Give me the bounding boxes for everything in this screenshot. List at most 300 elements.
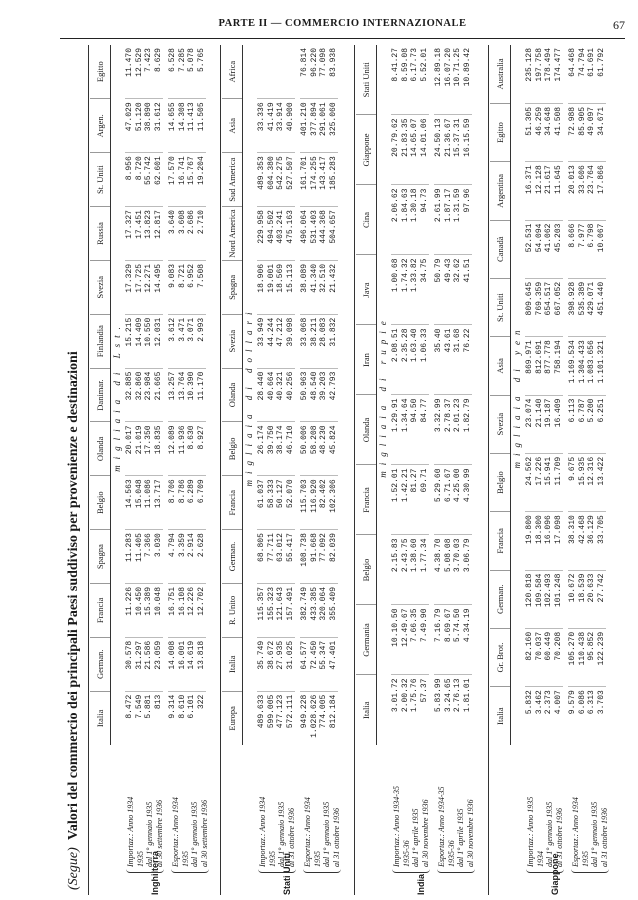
column-header: Italia <box>90 691 111 745</box>
table-cell: 3.071 <box>187 314 197 368</box>
table-cell: 20.013 <box>568 162 578 220</box>
table-cell: 535.389 <box>578 278 588 336</box>
table-row <box>125 45 135 745</box>
table-cell: 21.432 <box>329 260 339 314</box>
table-cell: 82.402 <box>319 476 329 530</box>
table-row <box>554 45 564 745</box>
table-cell: 10.390 <box>187 368 197 422</box>
country-label: India <box>416 873 426 895</box>
column-header: Asia <box>490 337 511 395</box>
table-cell: 494.502 <box>267 207 277 261</box>
column-header: Egitto <box>90 45 111 99</box>
table-cell: 3.01.72 <box>391 678 400 713</box>
table-cell: 10.672 <box>568 570 578 628</box>
caption-prefix: (Segue) <box>66 847 81 890</box>
table-cell: 23.074 <box>525 395 535 453</box>
table-cell: 10.71.25 <box>453 45 463 115</box>
column-header: Stati Uniti <box>356 45 377 115</box>
table-cell: 2.628 <box>197 530 207 584</box>
table-cell: 877.778 <box>544 337 554 395</box>
table-cell: 8.956 <box>125 153 135 207</box>
table-cell: 41.340 <box>310 260 320 314</box>
table-cell: 33.949 <box>257 314 267 368</box>
table-cell: 38.890 <box>144 99 154 153</box>
table-cell: 11.405 <box>135 530 145 584</box>
column-header: Cina <box>356 185 377 255</box>
table-cell: 39.750 <box>267 422 277 476</box>
column-header: Africa <box>222 45 243 99</box>
row-label: al 30 novembre 1936 <box>420 799 430 867</box>
data-table <box>356 45 472 745</box>
table-cell: 8.41.27 <box>391 45 401 115</box>
column-header: Spagna <box>90 530 111 584</box>
table-cell: 33.068 <box>300 314 310 368</box>
unit-label: migliaia di rupie <box>378 315 389 478</box>
table-cell: 4.794 <box>168 530 178 584</box>
table-row <box>276 45 286 745</box>
table-cell: 7.549 <box>134 694 144 719</box>
table-row <box>544 45 554 745</box>
table-row <box>587 45 597 745</box>
table-cell: 30.578 <box>125 637 135 691</box>
table-cell: 70.208 <box>554 628 564 686</box>
table-row <box>310 45 320 745</box>
table-cell: 812.184 <box>328 694 338 729</box>
table-cell: 320.064 <box>319 583 329 637</box>
table-cell: 475.163 <box>286 207 296 261</box>
table-cell: 35.749 <box>257 637 267 691</box>
block-separator <box>488 45 489 895</box>
column-header: Francia <box>356 465 377 535</box>
country-label: Giappone <box>550 853 560 895</box>
table-row <box>300 45 310 745</box>
table-cell: 42.793 <box>329 368 339 422</box>
column-header: Russia <box>90 207 111 261</box>
table-cell: 31.68 <box>453 325 463 395</box>
table-cell: 7.508 <box>197 260 207 314</box>
table-cell: 1.00.68 <box>391 255 401 325</box>
table-cell: 41.062 <box>544 220 554 278</box>
table-cell: 1.06.33 <box>420 325 430 395</box>
table-cell: 489.633 <box>257 694 266 729</box>
table-cell: 291.061 <box>319 99 329 153</box>
table-cell: 15.215 <box>125 314 135 368</box>
table-cell: 35.40 <box>434 325 444 395</box>
table-cell: 14.655 <box>168 99 178 153</box>
table-cell: 5.83.99 <box>434 678 443 713</box>
table-cell: 49.097 <box>587 103 597 161</box>
table-cell: 531.403 <box>310 207 320 261</box>
table-cell: 17.350 <box>144 422 154 476</box>
table-cell: 40.321 <box>276 368 286 422</box>
table-cell: 21.617 <box>544 162 554 220</box>
table-cell: 50.79 <box>434 255 444 325</box>
column-header: Giappone <box>356 115 377 185</box>
table-row <box>578 45 588 745</box>
table-cell: 102.493 <box>544 570 554 628</box>
table-cell: 5.29.60 <box>434 465 444 535</box>
table-cell: 599.005 <box>266 694 276 729</box>
table-cell: 63.012 <box>276 530 286 584</box>
table-cell: 33.705 <box>597 512 607 570</box>
table-cell: 32.510 <box>319 260 329 314</box>
table-cell: 41.51 <box>463 255 473 325</box>
table-cell: 769.359 <box>535 278 545 336</box>
table-row <box>597 45 607 745</box>
table-cell: 17.327 <box>125 207 135 261</box>
table-cell: 3.030 <box>154 530 164 584</box>
table-cell: 1.42.21 <box>401 465 411 535</box>
table-cell: 11.470 <box>125 45 135 99</box>
table-cell: 24.50.13 <box>434 115 444 185</box>
table-cell: 49.43 <box>444 255 454 325</box>
caption-text: Valori del commercio dei principali Paesi suddiviso per provenienze e destinazioni <box>66 351 81 840</box>
table-cell: 3.32.99 <box>434 395 444 465</box>
table-cell: 403.241 <box>276 207 286 261</box>
column-header: Svezia <box>490 395 511 453</box>
table-cell: 6.787 <box>578 395 588 453</box>
table-cell: 9.314 <box>168 694 177 719</box>
table-cell: 34.648 <box>544 103 554 161</box>
table-cell: 58.208 <box>310 422 320 476</box>
table-cell: 39.098 <box>286 314 296 368</box>
table-cell: 11.283 <box>125 530 135 584</box>
column-header: Svezia <box>90 260 111 314</box>
table-cell: 10.10.50 <box>391 605 401 675</box>
table-cell: 1.169.534 <box>568 337 578 395</box>
table-cell: 477.123 <box>276 694 285 729</box>
table-cell: 46.710 <box>286 422 296 476</box>
table-cell: 45.824 <box>329 422 339 476</box>
table-row <box>144 45 154 745</box>
table-cell: 105.270 <box>568 628 578 686</box>
table-cell: 69.71 <box>420 465 430 535</box>
table-cell <box>267 45 277 99</box>
rotated-table-area <box>60 35 625 895</box>
data-table <box>90 45 206 745</box>
table-cell: 17.451 <box>135 207 145 261</box>
table-cell: 155.323 <box>267 583 277 637</box>
table-cell: 9.083 <box>168 260 178 314</box>
table-cell: 6.71.67 <box>444 465 454 535</box>
block-separator <box>220 45 221 895</box>
table-cell: 19.204 <box>197 153 207 207</box>
column-header: Spagna <box>222 260 243 314</box>
table-cell: 8.629 <box>154 45 164 99</box>
table-row <box>286 45 296 745</box>
table-row <box>197 45 207 745</box>
table-cell: 11.413 <box>187 99 197 153</box>
table-cell: 6.17.73 <box>410 45 420 115</box>
table-cell: 1.63.40 <box>410 325 420 395</box>
table-row <box>525 45 535 745</box>
table-cell: 869.971 <box>525 337 535 395</box>
block-separator <box>354 45 355 895</box>
table-cell: 55.347 <box>319 637 329 691</box>
row-label: 1935 <box>180 851 190 867</box>
table-cell: 12.031 <box>154 314 164 368</box>
table-cell <box>286 45 296 99</box>
table-cell: 102.306 <box>329 476 339 530</box>
column-header: Italia <box>356 675 377 745</box>
table-cell: 70.037 <box>535 628 545 686</box>
country-label: Inghilterra <box>150 850 160 895</box>
table-cell: 1.81.01 <box>462 678 472 713</box>
table-cell: 94.73 <box>420 185 430 255</box>
table-cell: 4.007 <box>553 690 563 715</box>
table-cell: 185.283 <box>329 153 339 207</box>
table-cell: 15.048 <box>135 476 145 530</box>
row-label: 1935 <box>580 851 590 867</box>
table-cell: 39.203 <box>319 368 329 422</box>
table-cell: 47.029 <box>125 99 135 153</box>
table-cell: 7.16.79 <box>434 605 444 675</box>
table-cell: 1.29.91 <box>391 395 401 465</box>
table-cell: 16.096 <box>544 512 554 570</box>
row-brace <box>258 868 296 873</box>
table-cell: 2.43.75 <box>401 535 411 605</box>
table-cell: 4.38.70 <box>434 535 444 605</box>
table-cell: 45.203 <box>554 220 564 278</box>
table-cell: 16.108 <box>178 583 188 637</box>
table-cell: 322 <box>196 694 206 710</box>
table-row <box>329 45 339 745</box>
column-header: Australia <box>490 45 511 103</box>
table-cell: 178.494 <box>544 45 554 103</box>
table-cell: 6.798 <box>587 220 597 278</box>
table-cell: 542.275 <box>276 153 286 207</box>
table-cell: 18.569 <box>276 260 286 314</box>
table-cell: 774.005 <box>319 694 328 729</box>
row-label: dal 1° gennaio 1935 <box>277 801 286 867</box>
row-label: Esportaz.: Anno 1934 <box>571 797 580 867</box>
table-cell: 41.419 <box>267 99 277 153</box>
column-header: Danimar. <box>90 368 111 422</box>
table-cell: 11.709 <box>554 453 564 511</box>
column-header: Svezia <box>222 314 243 368</box>
table-cell: 2.78.37 <box>444 395 454 465</box>
table-cell: 16.371 <box>525 162 535 220</box>
table-cell: 7.977 <box>578 220 588 278</box>
table-cell: 50.963 <box>300 368 310 422</box>
table-cell: 949.228 <box>300 694 309 729</box>
table-row <box>178 45 188 745</box>
table-cell: 325.060 <box>329 99 339 153</box>
table-cell: 8.927 <box>197 422 207 476</box>
table-cell: 16.409 <box>554 395 564 453</box>
page-number: 67 <box>613 18 625 32</box>
data-table <box>490 45 606 745</box>
table-cell: 17.725 <box>135 260 145 314</box>
table-cell: 74.794 <box>578 45 588 103</box>
table-cell: 8.706 <box>168 476 178 530</box>
table-cell: 12.128 <box>535 162 545 220</box>
table-cell: 1.77.34 <box>420 535 430 605</box>
table-cell: 3.70.03 <box>453 535 463 605</box>
table-cell: 9.579 <box>568 690 577 715</box>
column-header: Java <box>356 255 377 325</box>
column-header: Gr. Brot. <box>490 628 511 686</box>
column-header: German. <box>90 637 111 691</box>
table-cell: 14.01.06 <box>420 115 430 185</box>
country-label: Stati Uniti <box>282 853 292 895</box>
table-cell: 758.194 <box>554 337 564 395</box>
table-cell: 26.174 <box>257 422 267 476</box>
table-cell: 58.333 <box>267 476 277 530</box>
table-cell: 12.702 <box>197 583 207 637</box>
table-cell: 11.645 <box>554 162 564 220</box>
table-row <box>444 45 454 745</box>
table-cell: 4.25.00 <box>453 465 463 535</box>
table-cell: 15.113 <box>286 260 296 314</box>
table-cell: 43.61 <box>444 325 454 395</box>
row-label: dal 1° gennaio 1935 <box>190 801 199 867</box>
table-row <box>187 45 197 745</box>
table-cell: 16.15.59 <box>463 115 473 185</box>
table-cell: 504.657 <box>329 207 339 261</box>
table-cell: 9.675 <box>568 453 578 511</box>
table-cell: 55.742 <box>144 153 154 207</box>
table-cell: 2.01.23 <box>453 395 463 465</box>
table-cell: 23.984 <box>144 368 154 422</box>
table-cell: 16.741 <box>178 153 188 207</box>
table-cell: 13.717 <box>154 476 164 530</box>
table-cell: 433.385 <box>310 583 320 637</box>
table-cell: 6.086 <box>577 690 587 715</box>
table-cell: 61.691 <box>587 45 597 103</box>
table-cell: 115.357 <box>257 583 267 637</box>
table-cell: 197.758 <box>535 45 545 103</box>
table-cell: 77.711 <box>267 530 277 584</box>
table-cell: 8.59.08 <box>401 45 411 115</box>
table-cell: 13.422 <box>597 453 607 511</box>
table-cell: 8.786 <box>178 476 188 530</box>
table-cell: 38.174 <box>276 422 286 476</box>
row-label: 1934 <box>535 851 545 867</box>
table-cell: 2.35.28 <box>401 325 411 395</box>
row-brace <box>571 868 609 873</box>
block-separator <box>88 45 89 895</box>
table-cell: 10.067 <box>597 220 607 278</box>
table-cell: 6.101 <box>187 694 196 719</box>
table-cell: 21.586 <box>144 637 154 691</box>
data-table <box>222 45 338 745</box>
table-cell: 2.15.83 <box>391 535 401 605</box>
table-cell: 143.417 <box>319 153 329 207</box>
row-label: Esportaz.: Anno 1934-35 <box>437 786 446 867</box>
column-header: St. Uniti <box>490 278 511 336</box>
table-cell: 1.74.32 <box>401 255 411 325</box>
table-cell: 6.528 <box>168 45 178 99</box>
table-cell: 161.701 <box>300 153 310 207</box>
table-cell: 809.645 <box>525 278 535 336</box>
table-cell: 1.30.18 <box>410 185 420 255</box>
table-cell: 7.366 <box>144 530 154 584</box>
row-label: al 31 ottobre 1936 <box>554 807 564 867</box>
table-cell: 18.300 <box>535 512 545 570</box>
table-cell: 10.450 <box>135 583 145 637</box>
table-cell: 109.584 <box>535 570 545 628</box>
table-cell: 62.601 <box>154 153 164 207</box>
table-cell: 14.409 <box>135 314 145 368</box>
running-title: PARTE II — COMMERCIO INTERNAZIONALE <box>218 18 467 29</box>
table-cell: 31.297 <box>135 637 145 691</box>
table-cell: 19.187 <box>544 395 554 453</box>
table-cell: 121.643 <box>276 583 286 637</box>
table-row <box>401 45 411 745</box>
table-cell: 84.77 <box>420 395 430 465</box>
table-row <box>391 45 401 745</box>
column-header: Germania <box>356 605 377 675</box>
table-cell: 32.62 <box>453 255 463 325</box>
table-cell: 32.860 <box>135 368 145 422</box>
table-cell: 2.710 <box>197 207 207 261</box>
table-cell: 20.633 <box>587 570 597 628</box>
table-cell: 18.906 <box>257 260 267 314</box>
table-cell: 5.200 <box>587 395 597 453</box>
table-cell: 667.052 <box>554 278 564 336</box>
table-row <box>135 45 145 745</box>
table-cell: 27.935 <box>276 637 286 691</box>
table-cell: 12.817 <box>154 207 164 261</box>
column-header: Sud America <box>222 153 243 207</box>
column-header: Olanda <box>222 368 243 422</box>
table-cell: 229.958 <box>257 207 267 261</box>
table-cell: 3.612 <box>168 314 178 368</box>
table-caption <box>66 50 82 890</box>
table-cell: 51.305 <box>525 103 535 161</box>
column-header: Belgio <box>490 453 511 511</box>
table-cell: 8.720 <box>135 153 145 207</box>
table-row <box>535 45 545 745</box>
table-cell: 47.401 <box>329 637 339 691</box>
table-cell: 14.619 <box>187 637 197 691</box>
table-cell: 34.75 <box>420 255 430 325</box>
table-cell <box>257 45 267 99</box>
table-cell: 27.742 <box>597 570 607 628</box>
table-cell: 33.606 <box>578 162 588 220</box>
row-brace <box>303 868 341 873</box>
table-cell: 108.738 <box>300 530 310 584</box>
row-label: dal 1° aprile 1935 <box>456 808 465 867</box>
table-cell: 32.885 <box>125 368 135 422</box>
table-cell: 14.008 <box>168 637 178 691</box>
table-cell: 40.900 <box>286 99 296 153</box>
row-label: dal 1° gennaio 1935 <box>590 801 599 867</box>
table-cell <box>276 45 286 99</box>
table-cell: 47.212 <box>276 314 286 368</box>
table-row <box>168 45 178 745</box>
table-cell: 3.640 <box>168 207 178 261</box>
table-cell: 15.767 <box>187 153 197 207</box>
table-cell: 17.329 <box>125 260 135 314</box>
table-cell: 120.818 <box>525 570 535 628</box>
table-cell: 8.610 <box>177 694 187 719</box>
table-cell: 20.79.62 <box>391 115 401 185</box>
table-cell: 654.517 <box>544 278 554 336</box>
unit-label: migliaia di Lst. <box>112 321 123 472</box>
table-cell: 12.49.67 <box>401 605 411 675</box>
table-cell: 1.82.79 <box>463 395 473 465</box>
table-cell: 8.666 <box>568 220 578 278</box>
row-label: dal 1° gennaio 1935 <box>545 801 554 867</box>
table-cell: 15.37.31 <box>453 115 463 185</box>
table-cell: 489.353 <box>257 153 267 207</box>
table-cell: 24.562 <box>525 453 535 511</box>
table-row <box>267 45 277 745</box>
table-cell: 14.65.07 <box>410 115 420 185</box>
table-cell: 235.128 <box>525 45 535 103</box>
